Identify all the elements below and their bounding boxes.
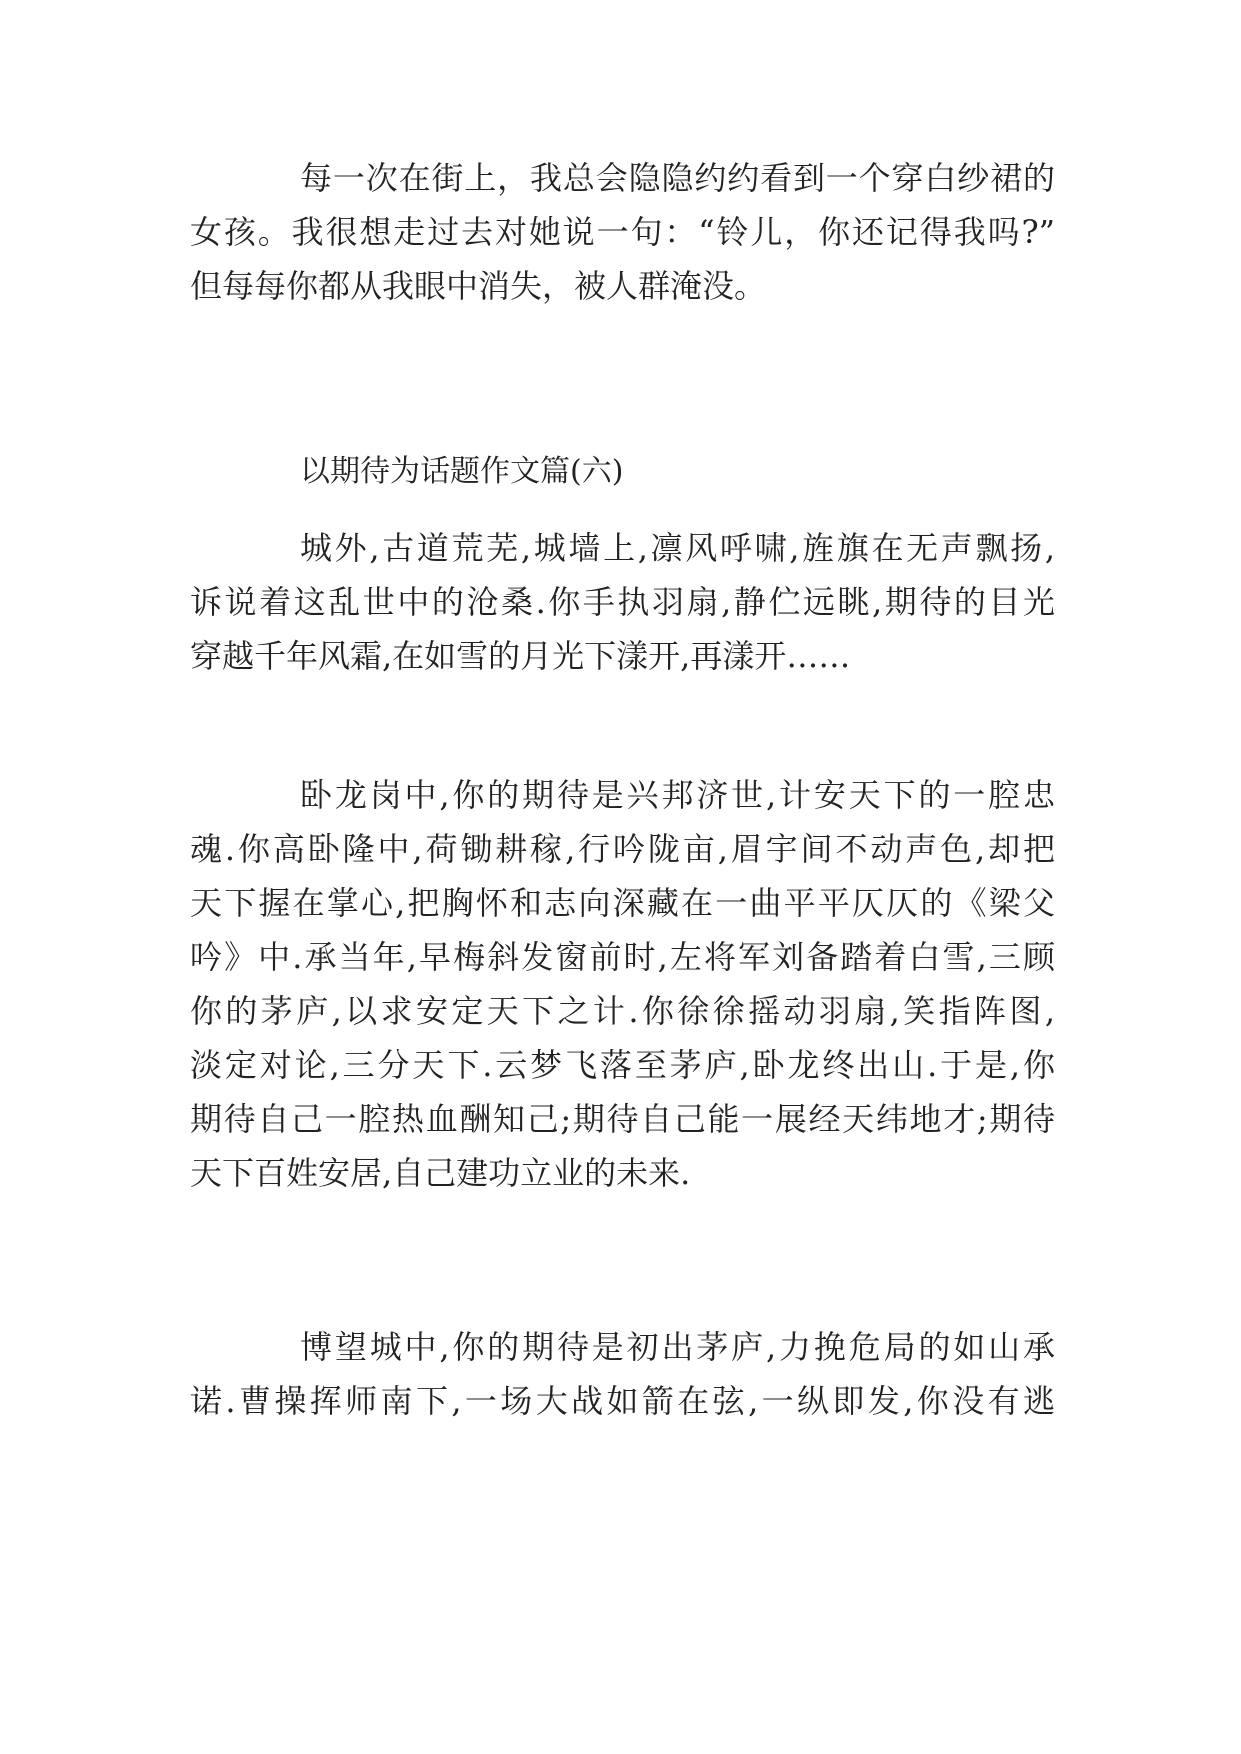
paragraph-line: 天下握在掌心,把胸怀和志向深藏在一曲平平仄仄的《梁父	[190, 884, 1055, 922]
paragraph-3	[190, 768, 1055, 1200]
paragraph-line: 诺.曹操挥师南下,一场大战如箭在弦,一纵即发,你没有逃	[190, 1382, 1055, 1420]
paragraph-line: 吟》中.承当年,早梅斜发窗前时,左将军刘备踏着白雪,三顾	[190, 938, 1055, 976]
paragraph-line: 博望城中,你的期待是初出茅庐,力挽危局的如山承	[300, 1328, 1055, 1366]
paragraph-line: 期待自己一腔热血酬知己;期待自己能一展经天纬地才;期待	[190, 1100, 1055, 1138]
paragraph-line: 女孩。我很想走过去对她说一句：“铃儿，你还记得我吗?”	[190, 213, 1055, 251]
paragraph-line: 诉说着这乱世中的沧桑.你手执羽扇,静伫远眺,期待的目光	[190, 583, 1055, 621]
paragraph-line: 你的茅庐,以求安定天下之计.你徐徐摇动羽扇,笑指阵图,	[190, 992, 1055, 1030]
paragraph-1	[190, 151, 1055, 313]
paragraph-2	[190, 521, 1055, 683]
paragraph-4	[190, 1320, 1055, 1428]
paragraph-line: 卧龙岗中,你的期待是兴邦济世,计安天下的一腔忠	[300, 776, 1055, 814]
paragraph-line: 穿越千年风霜,在如雪的月光下漾开,再漾开……	[190, 637, 851, 675]
paragraph-line: 城外,古道荒芜,城墙上,凛风呼啸,旌旗在无声飘扬,	[300, 529, 1055, 567]
paragraph-line: 天下百姓安居,自己建功立业的未来.	[190, 1154, 691, 1192]
paragraph-line: 每一次在街上，我总会隐隐约约看到一个穿白纱裙的	[300, 159, 1055, 197]
paragraph-line: 魂.你高卧隆中,荷锄耕稼,行吟陇亩,眉宇间不动声色,却把	[190, 830, 1055, 868]
paragraph-line: 淡定对论,三分天下.云梦飞落至茅庐,卧龙终出山.于是,你	[190, 1046, 1055, 1084]
section-heading: 以期待为话题作文篇(六)	[300, 454, 624, 489]
paragraph-line: 但每每你都从我眼中消失，被人群淹没。	[190, 267, 767, 305]
